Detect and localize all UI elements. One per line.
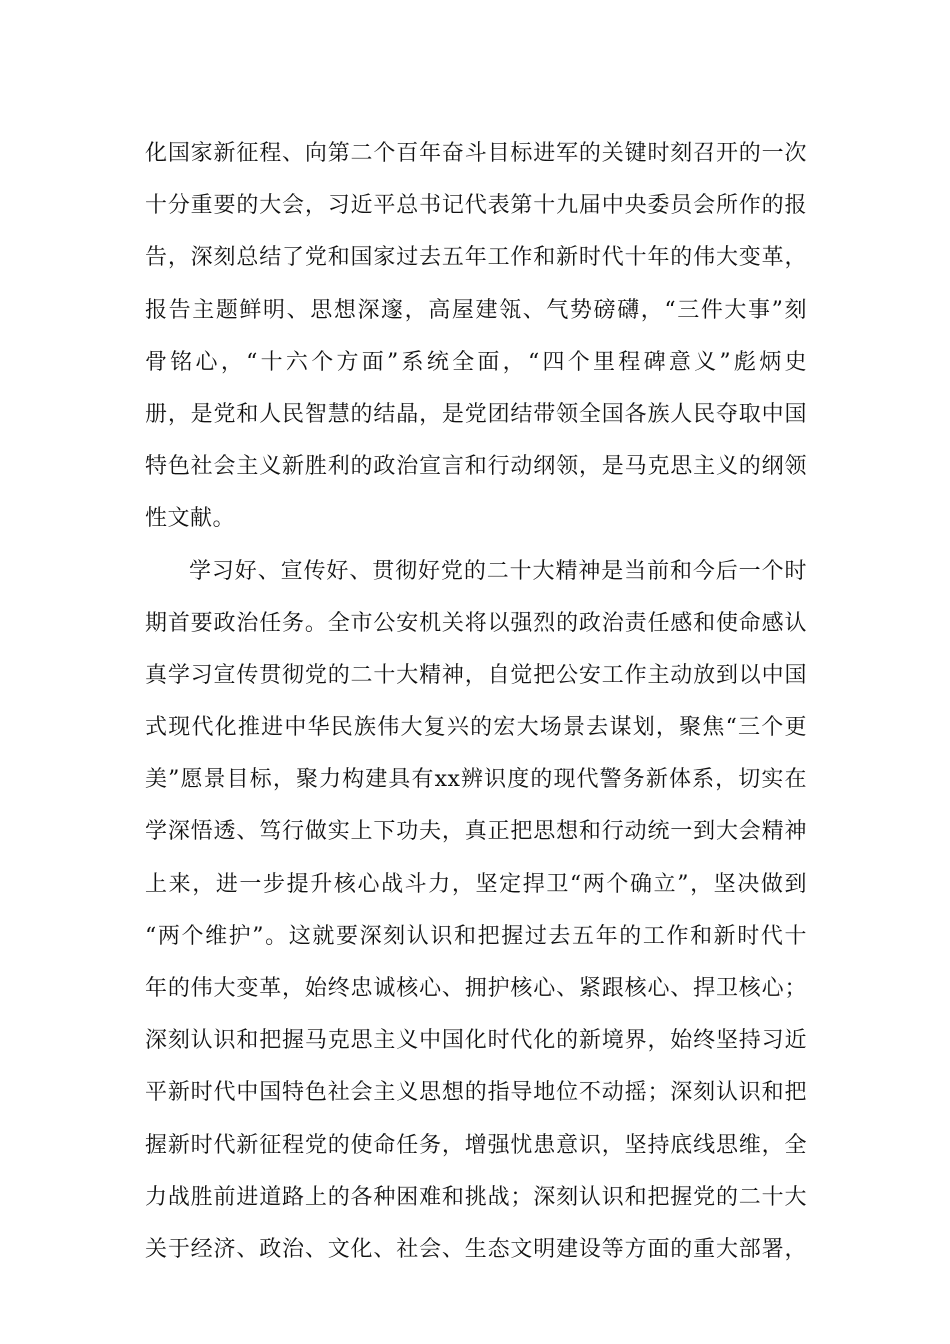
document-body [145,128,807,1276]
text-line: 学深悟透、笃行做实上下功夫，真正把思想和行动统一到大会精神 [145,819,807,845]
text-line: 化国家新征程、向第二个百年奋斗目标进军的关键时刻召开的一次 [145,141,807,166]
text-line: 上来，进一步提升核心战斗力，坚定捍卫“两个确立”，坚决做到 [145,871,807,897]
text-line: 深刻认识和把握马克思主义中国化时代化的新境界，始终坚持习近 [145,1028,807,1054]
text-line: 性文献。 [145,506,236,532]
text-line: 期首要政治任务。全市公安机关将以强烈的政治责任感和使命感认 [145,610,807,636]
text-line: 美”愿景目标，聚力构建具有xx辨识度的现代警务新体系，切实在 [145,767,807,793]
text-line: 骨铭心，“十六个方面”系统全面，“四个里程碑意义”彪炳史 [145,349,807,375]
text-line: 关于经济、政治、文化、社会、生态文明建设等方面的重大部署， [145,1236,807,1262]
text-line: 学习好、宣传好、贯彻好党的二十大精神是当前和今后一个时 [189,558,807,584]
paragraph-1 [145,128,807,546]
text-line: 册，是党和人民智慧的结晶，是党团结带领全国各族人民夺取中国 [145,401,807,427]
text-line: 特色社会主义新胜利的政治宣言和行动纲领，是马克思主义的纲领 [145,454,807,480]
text-line: 力战胜前进道路上的各种困难和挑战；深刻认识和把握党的二十大 [145,1184,807,1210]
text-line: 告，深刻总结了党和国家过去五年工作和新时代十年的伟大变革， [145,245,807,271]
text-line: 年的伟大变革，始终忠诚核心、拥护核心、紧跟核心、捍卫核心； [145,976,807,1001]
text-line: 十分重要的大会，习近平总书记代表第十九届中央委员会所作的报 [145,193,807,219]
text-line: “两个维护”。这就要深刻认识和把握过去五年的工作和新时代十 [145,923,807,949]
paragraph-2 [145,546,807,1277]
text-line: 握新时代新征程党的使命任务，增强忧患意识，坚持底线思维，全 [145,1132,807,1158]
text-line: 平新时代中国特色社会主义思想的指导地位不动摇；深刻认识和把 [145,1080,807,1106]
text-line: 报告主题鲜明、思想深邃，高屋建瓴、气势磅礴，“三件大事”刻 [145,297,807,323]
text-line: 式现代化推进中华民族伟大复兴的宏大场景去谋划，聚焦“三个更 [145,715,807,741]
text-line: 真学习宣传贯彻党的二十大精神，自觉把公安工作主动放到以中国 [145,662,807,688]
